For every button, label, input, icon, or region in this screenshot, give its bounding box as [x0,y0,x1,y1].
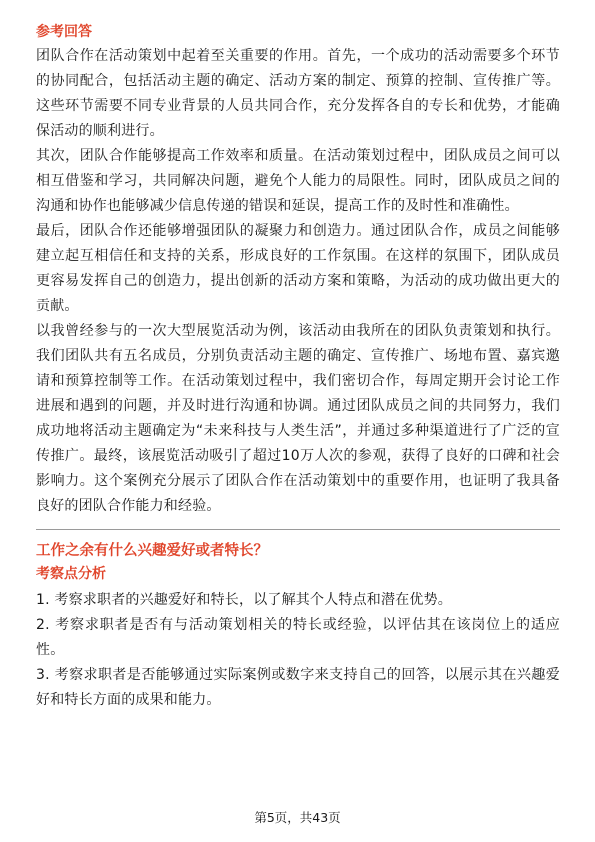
question-title: 工作之余有什么兴趣爱好或者特长？ [36,543,268,559]
analysis-item-3: 3. 考察求职者是否能够通过实际案例或数字来支持自己的回答，以展示其在兴趣爱好和特长方面的成果和能力。 [36,667,560,708]
analysis-heading: 考察点分析 [36,566,106,582]
section-divider [36,529,560,530]
analysis-item-1: 1. 考察求职者的兴趣爱好和特长，以了解其个人特点和潜在优势。 [36,592,453,608]
analysis-item-2: 2. 考察求职者是否有与活动策划相关的特长或经验，以评估其在该岗位上的适应性。 [36,617,560,658]
answer-heading: 参考回答 [36,24,92,40]
answer-paragraph-1: 团队合作在活动策划中起着至关重要的作用。首先，一个成功的活动需要多个环节的协同配合，包括活动主题的确定、活动方案的制定、预算的控制、宣传推广等。这些环节需要不同专业背景的人员共同合作，充分发挥各自的专长和优势，才能确保活动的顺利进行。 [36,48,560,139]
answer-paragraph-2: 其次，团队合作能够提高工作效率和质量。在活动策划过程中，团队成员之间可以相互借鉴和学习，共同解决问题，避免个人能力的局限性。同时，团队成员之间的沟通和协作也能够减少信息传递的错误和延误，提高工作的及时性和准确性。 [36,148,560,214]
page-number-footer: 第5页，共43页 [254,810,341,825]
answer-paragraph-3: 最后，团队合作还能够增强团队的凝聚力和创造力。通过团队合作，成员之间能够建立起互相信任和支持的关系，形成良好的工作氛围。在这样的氛围下，团队成员更容易发挥自己的创造力，提出创新的活动方案和策略，为活动的成功做出更大的贡献。 [36,223,560,314]
answer-paragraph-4: 以我曾经参与的一次大型展览活动为例，该活动由我所在的团队负责策划和执行。我们团队共有五名成员，分别负责活动主题的确定、宣传推广、场地布置、嘉宾邀请和预算控制等工作。在活动策划过程中，我们密切合作，每周定期开会讨论工作进展和遇到的问题，并及时进行沟通和协调。通过团队成员之间的共同努力，我们成功地将活动主题确定为“未来科技与人类生活”，并通过多种渠道进行了广泛的宣传推广。最终，该展览活动吸引了超过10万人次的参观，获得了良好的口碑和社会影响力。这个案例充分展示了团队合作在活动策划中的重要作用，也证明了我具备良好的团队合作能力和经验。 [36,323,560,514]
page-content [36,22,560,713]
